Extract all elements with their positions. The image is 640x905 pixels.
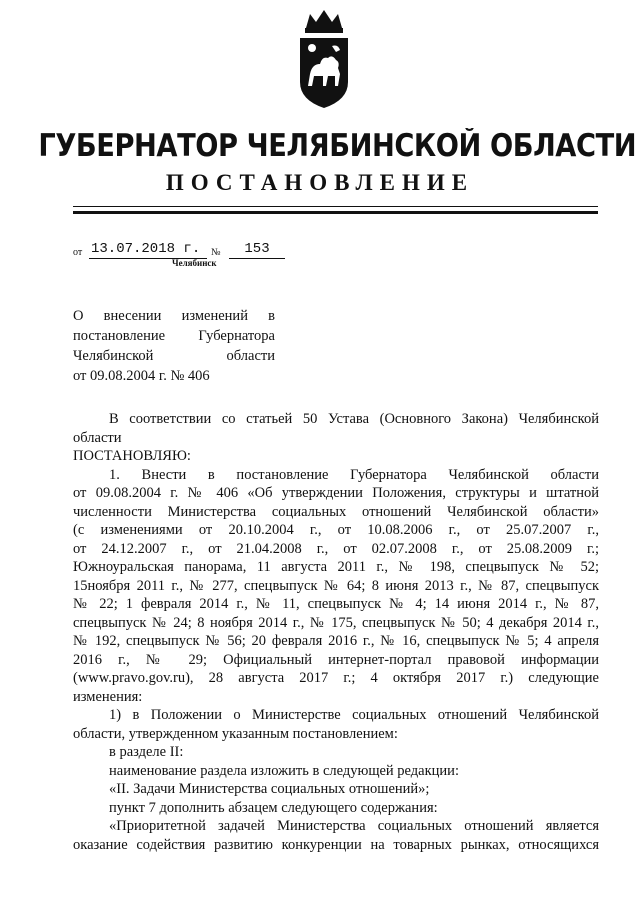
body-line: № 22; 1 февраля 2014 г., № 11, спецвыпуск № 4; 14 июня 2014 г., № 87,	[73, 596, 599, 612]
subject-block	[73, 306, 275, 386]
body-line: «II. Задачи Министерства социальных отношений»;	[109, 781, 430, 797]
governor-title: ГУБЕРНАТОР ЧЕЛЯБИНСКОЙ ОБЛАСТИ	[38, 128, 637, 164]
body-line: от 09.08.2004 г. № 406 «Об утверждении Положения, структуры и штатной	[73, 485, 599, 501]
subject-line: постановление Губернатора	[73, 328, 275, 344]
header-divider-thin	[73, 206, 598, 207]
body-line: от 24.12.2007 г., от 21.04.2008 г., от 02.07.2008 г., от 25.08.2009 г.;	[73, 540, 599, 557]
body-line: ПОСТАНОВЛЯЮ:	[73, 448, 191, 464]
body-line: (www.pravo.gov.ru), 28 августа 2017 г.; 4 октября 2017 г.) следующие	[73, 670, 599, 686]
body-line: наименование раздела изложить в следующей редакции:	[109, 762, 459, 779]
document-body	[73, 410, 599, 854]
subject-line: от 09.08.2004 г. № 406	[73, 368, 210, 384]
body-line: 2016 г., № 29; Официальный интернет-портал правовой информации	[73, 651, 599, 668]
body-line: 15ноября 2011 г., № 277, спецвыпуск № 64; 8 июня 2013 г., № 87, спецвыпуск	[73, 577, 599, 594]
body-line: численности Министерства социальных отношений Челябинской области»	[73, 503, 599, 520]
body-line: «Приоритетной задачей Министерства социальных отношений является	[109, 818, 599, 834]
document-number: 153	[229, 240, 285, 259]
subject-line: Челябинской области	[73, 348, 275, 364]
body-line: 1. Внести в постановление Губернатора Челябинской области	[109, 466, 599, 483]
body-line: оказание содействия развитию конкуренции на товарных рынках, относящихся	[73, 836, 599, 853]
document-date: 13.07.2018 г.	[89, 240, 207, 259]
coat-of-arms-emblem	[292, 8, 356, 112]
body-line: области, утвержденном указанным постановлением:	[73, 725, 398, 742]
header-divider-thick	[73, 211, 598, 214]
body-line: (с изменениями от 20.10.2004 г., от 10.08.2006 г., от 25.07.2007 г.,	[73, 522, 599, 538]
body-line: № 192, спецвыпуск № 56; 20 февраля 2016 г., № 16, спецвыпуск № 5; 4 апреля	[73, 633, 599, 649]
body-line: области	[73, 429, 122, 446]
body-line: спецвыпуск № 24; 8 ноября 2014 г., № 175, спецвыпуск № 50; 4 декабря 2014 г.,	[73, 614, 599, 631]
subject-line: О внесении изменений в	[73, 308, 275, 324]
body-line: 1) в Положении о Министерстве социальных отношений Челябинской	[109, 707, 599, 723]
number-label: №	[211, 247, 221, 258]
document-type-title: ПОСТАНОВЛЕНИЕ	[165, 170, 475, 195]
from-label: от	[73, 247, 83, 258]
body-line: пункт 7 дополнить абзацем следующего содержания:	[109, 799, 438, 816]
body-line: В соответствии со статьей 50 Устава (Основного Закона) Челябинской	[109, 411, 599, 427]
city-label: Челябинск	[172, 258, 217, 268]
body-line: Южноуральская панорама, 11 августа 2011 г., № 198, спецвыпуск № 52;	[73, 559, 599, 575]
body-line: в разделе II:	[109, 744, 184, 760]
body-line: изменения:	[73, 688, 143, 705]
